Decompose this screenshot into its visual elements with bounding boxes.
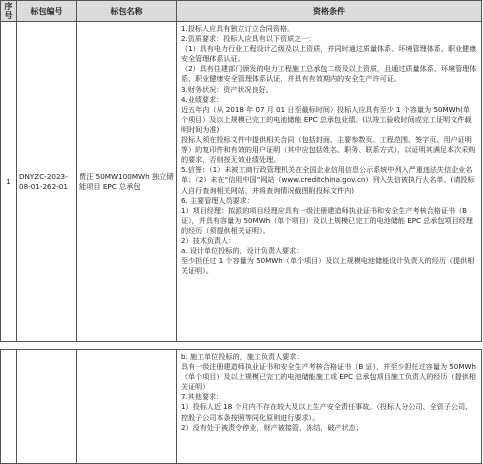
header-package-code: 标包编号	[17, 1, 77, 22]
condition-line: a. 设计单位投标的，设计负责人要求：	[181, 246, 304, 256]
package-code-cell-empty	[17, 350, 77, 464]
condition-line: b. 施工单位投标的，施工负责人要求：	[181, 352, 304, 361]
qualification-table-continued	[0, 349, 482, 464]
header-qualification-conditions: 资格条件	[177, 1, 482, 22]
condition-line: 5.信誉：（1）未被工商行政管理机关在全国企业信用信息公示系统中列入严重违法失信企业名单；（2）未在“信用中国”网站（www.creditchina.gov.cn）列入失信被执行人名单。(请投标人自行查询相关网站，并将查询情况截图附投标文件内)	[181, 165, 475, 195]
condition-line: 投标人须在投标文件中提供相关合同（包括封面、主要参数页、工程范围、签字页、用户证明等）的复印件和有效的用户证明（其中应包括姓名、职务、联系方式），以证明其满足本次采购的要求，否则按无效业绩处理。	[181, 135, 476, 165]
condition-line: （2）具有住建部门颁发的电力工程施工总承包二级及以上资质，且通过质量体系、环境管理体系、职业健康安全管理体系认证，并具有有效期内的安全生产许可证。	[181, 64, 477, 84]
condition-line: 1）投标人近 18 个月内不存在较大及以上生产安全责任事故。（投标人分公司、全资子公司、控股子公司本条按照等同化原则进行要求）。	[181, 402, 473, 422]
table-header-row	[1, 1, 482, 22]
package-name-cell: 贾汪 50MW100MWh 独立储能项目 EPC 总承包	[77, 22, 177, 342]
condition-line: 2）技术负责人：	[181, 235, 236, 245]
condition-line: 3.财务状况：资产状况良好。	[181, 84, 273, 94]
table-row	[1, 350, 482, 464]
qualification-conditions-cell	[177, 22, 482, 342]
serial-number-cell: 1	[1, 22, 17, 342]
condition-line: 1.投标人应具有独立订立合同资格。	[181, 24, 295, 33]
package-code-cell: DNYZC-2023-08-01-262-01	[17, 22, 77, 342]
condition-line: 6. 主要管理人员要求：	[181, 195, 254, 205]
condition-line: 4.业绩要求：	[181, 94, 224, 104]
condition-line: （1）具有电力行业工程设计乙级及以上资质，并同时通过质量体系、环境管理体系、职业健康安全管理体系认证。	[181, 44, 477, 64]
condition-line: 2）没有处于被责令停业，财产被接管、冻结，破产状态；	[181, 422, 363, 432]
header-serial-number: 序号	[1, 1, 17, 22]
table-row	[1, 22, 482, 342]
condition-line: 7.其他要求：	[181, 392, 224, 402]
condition-line: 具有一级注册建造师执业证书和安全生产考核合格证书（B 证），并至少担任过容量为 50MWh（单个项目）及以上规模已完工的电池储能施工或 EPC 总承包项目施工负责人的经历（提供相关证明）	[181, 362, 476, 392]
header-package-name: 标包名称	[77, 1, 177, 22]
condition-line: 1）项目经理：拟派的项目经理应具有一级注册建造师执业证书和安全生产考核合格证书（B 证），并具有容量为 50MWh（单个项目）及以上规模已完工的电池储能 EPC 总承包项目经理的经历（须提供相关证明）。	[181, 205, 473, 235]
condition-line: 至少担任过 1 个容量为 50MWh（单个项目）及以上规模电池储能设计负责人的经历（提供相关证明）。	[181, 256, 475, 276]
package-name-cell-empty	[77, 350, 177, 464]
qualification-conditions-cell	[177, 350, 482, 464]
serial-number-cell-empty	[1, 350, 17, 464]
condition-line: 2.资质要求：投标人应具有以下资质之一：	[181, 34, 316, 44]
condition-line: 近五年内（从 2018 年 07 月 01 日至截标时间）投标人应具有至少 1 个容量为 50MWh(单个项目）及以上规模已完工的电池储能 EPC 总承包业绩。(以竣工验收时间或完工证明文件载明时间为准)	[181, 104, 472, 134]
